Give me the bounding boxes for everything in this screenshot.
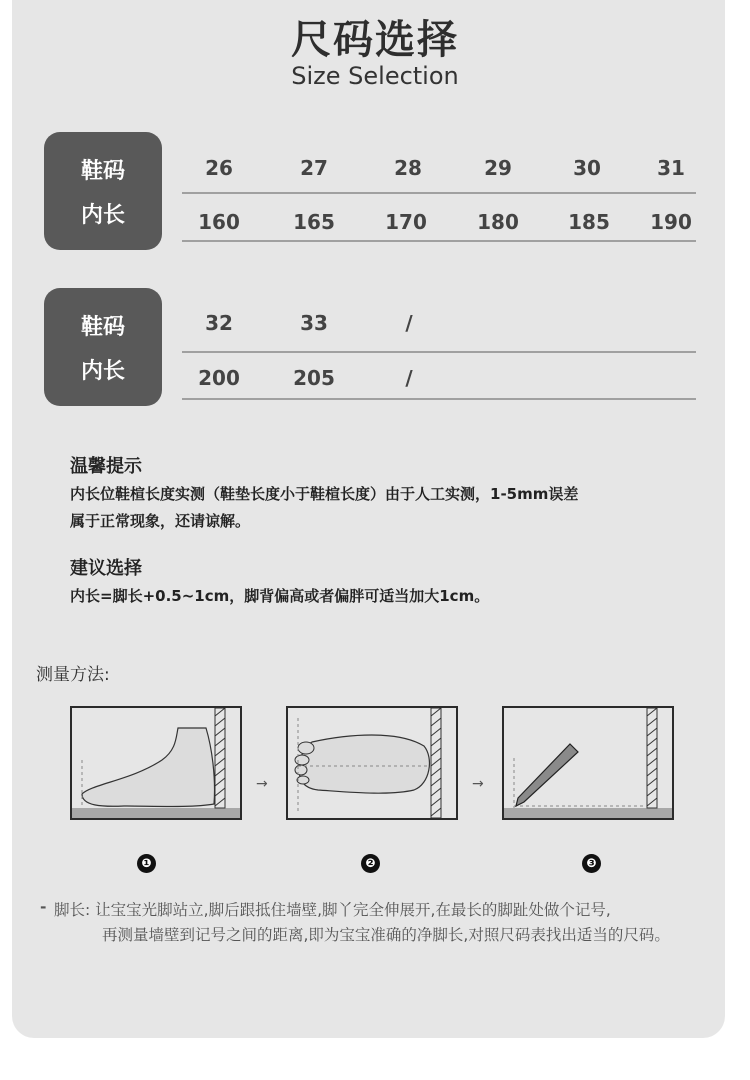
- size-cell: 27: [300, 156, 328, 180]
- tips-text-line1: 内长位鞋楦长度实测（鞋垫长度小于鞋楦长度）由于人工实测，1-5mm误差: [70, 485, 579, 503]
- step1-foot-side-diagram: [70, 706, 242, 820]
- inner-length-label: 内长: [80, 203, 125, 228]
- length-cell: 170: [385, 210, 427, 234]
- size-cell: 30: [573, 156, 601, 180]
- step2-number-icon: ❷: [361, 854, 380, 873]
- suggest-heading: 建议选择: [70, 558, 142, 579]
- size-cell: 32: [205, 311, 233, 335]
- page-subtitle: Size Selection: [291, 62, 459, 90]
- size-label-box: [44, 132, 162, 250]
- inner-length-label: 内长: [80, 359, 125, 384]
- length-cell: 180: [477, 210, 519, 234]
- page-title: 尺码选择: [291, 17, 459, 63]
- size-cell: 26: [205, 156, 233, 180]
- table-divider: [182, 192, 696, 194]
- suggest-text: 内长=脚长+0.5~1cm，脚背偏高或者偏胖可适当加大1cm。: [70, 587, 490, 605]
- tips-heading: 温馨提示: [70, 456, 142, 477]
- note-line2: 再测量墙壁到记号之间的距离,即为宝宝准确的净脚长,对照尺码表找出适当的尺码。: [102, 926, 670, 944]
- arrow-icon: →: [472, 776, 484, 792]
- shoe-size-label: 鞋码: [80, 159, 125, 184]
- length-cell: 190: [650, 210, 692, 234]
- step3-pencil-diagram: [502, 706, 674, 820]
- length-cell: 205: [293, 366, 335, 390]
- size-cell: 33: [300, 311, 328, 335]
- shoe-size-label: 鞋码: [80, 315, 125, 340]
- table-divider: [182, 398, 696, 400]
- table-divider: [182, 240, 696, 242]
- table-divider: [182, 351, 696, 353]
- length-cell: 185: [568, 210, 610, 234]
- tips-text-line2: 属于正常现象，还请谅解。: [70, 512, 251, 530]
- size-cell: 29: [484, 156, 512, 180]
- length-cell: /: [405, 366, 413, 390]
- size-label-box: [44, 288, 162, 406]
- size-cell: /: [405, 311, 413, 335]
- step1-number-icon: ❶: [137, 854, 156, 873]
- size-cell: 28: [394, 156, 422, 180]
- length-cell: 200: [198, 366, 240, 390]
- step3-number-icon: ❸: [582, 854, 601, 873]
- length-cell: 165: [293, 210, 335, 234]
- method-label: 测量方法:: [36, 665, 110, 685]
- note-line1: 脚长: 让宝宝光脚站立,脚后跟抵住墙壁,脚丫完全伸展开,在最长的脚趾处做个记号,: [54, 901, 611, 919]
- step2-foot-top-diagram: [286, 706, 458, 820]
- length-cell: 160: [198, 210, 240, 234]
- arrow-icon: →: [256, 776, 268, 792]
- size-cell: 31: [657, 156, 685, 180]
- note-dash: -: [40, 898, 47, 916]
